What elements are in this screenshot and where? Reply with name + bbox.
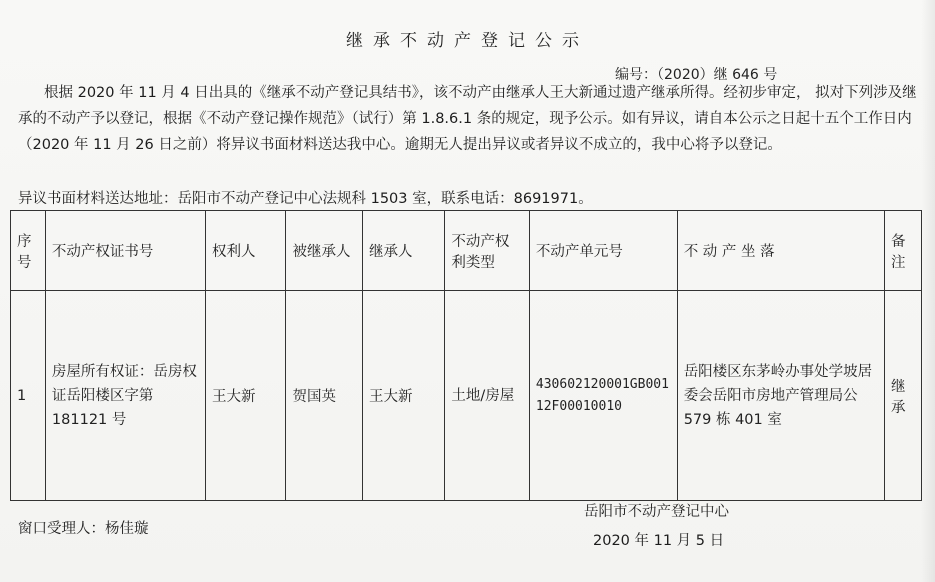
cell-location: 岳阳楼区东茅岭办事处学坡居委会岳阳市房地产管理局公 579 栋 401 室 xyxy=(677,291,884,501)
table-row xyxy=(11,291,922,501)
header-heir: 继承人 xyxy=(362,211,444,291)
cell-unit: 430602120001GB00112F00010010 xyxy=(529,291,677,501)
header-cert: 不动产权证书号 xyxy=(45,211,205,291)
notice-paragraph: 根据 2020 年 11 月 4 日出具的《继承不动产登记具结书》，该不动产由继承人王大新通过遗产继承所得。经初步审定， 拟对下列涉及继承的不动产予以登记，根据《不动产登记操作规范》（试行）第 1.8.6.1 条的规定，现予公示。如有异议，请自本公示之日起十五个工作日内（2020 年 11 月 26 日之前）将异议书面材料送达我中心。逾期无人提出异议或者异议不成立的，我中心将予以登记。 xyxy=(18,85,917,153)
document-title: 继承不动产登记公示 xyxy=(346,31,589,51)
header-decedent: 被继承人 xyxy=(286,211,363,291)
cell-decedent: 贺国英 xyxy=(286,291,363,501)
clerk-name: 窗口受理人：杨佳璇 xyxy=(18,521,149,537)
cell-heir: 王大新 xyxy=(362,291,444,501)
table-header-row xyxy=(11,211,922,291)
issuing-org: 岳阳市不动产登记中心 xyxy=(584,504,729,520)
cell-note: 继承 xyxy=(885,291,922,501)
scan-edge-shadow xyxy=(921,0,935,582)
objection-address: 异议书面材料送达地址：岳阳市不动产登记中心法规科 1503 室，联系电话：8691971。 xyxy=(18,191,593,207)
cell-cert: 房屋所有权证：岳房权证岳阳楼区字第 181121 号 xyxy=(45,291,205,501)
cell-type: 土地/房屋 xyxy=(445,291,529,501)
issue-date: 2020 年 11 月 5 日 xyxy=(593,533,725,549)
header-type: 不动产权利类型 xyxy=(445,211,529,291)
header-unit: 不动产单元号 xyxy=(529,211,677,291)
registry-table xyxy=(10,210,922,501)
document-number: 编号：（2020）继 646 号 xyxy=(615,67,778,83)
header-owner: 权利人 xyxy=(206,211,286,291)
cell-seq: 1 xyxy=(11,291,46,501)
header-note: 备注 xyxy=(885,211,922,291)
cell-owner: 王大新 xyxy=(206,291,286,501)
header-seq: 序号 xyxy=(11,211,46,291)
header-location: 不 动 产 坐 落 xyxy=(677,211,884,291)
